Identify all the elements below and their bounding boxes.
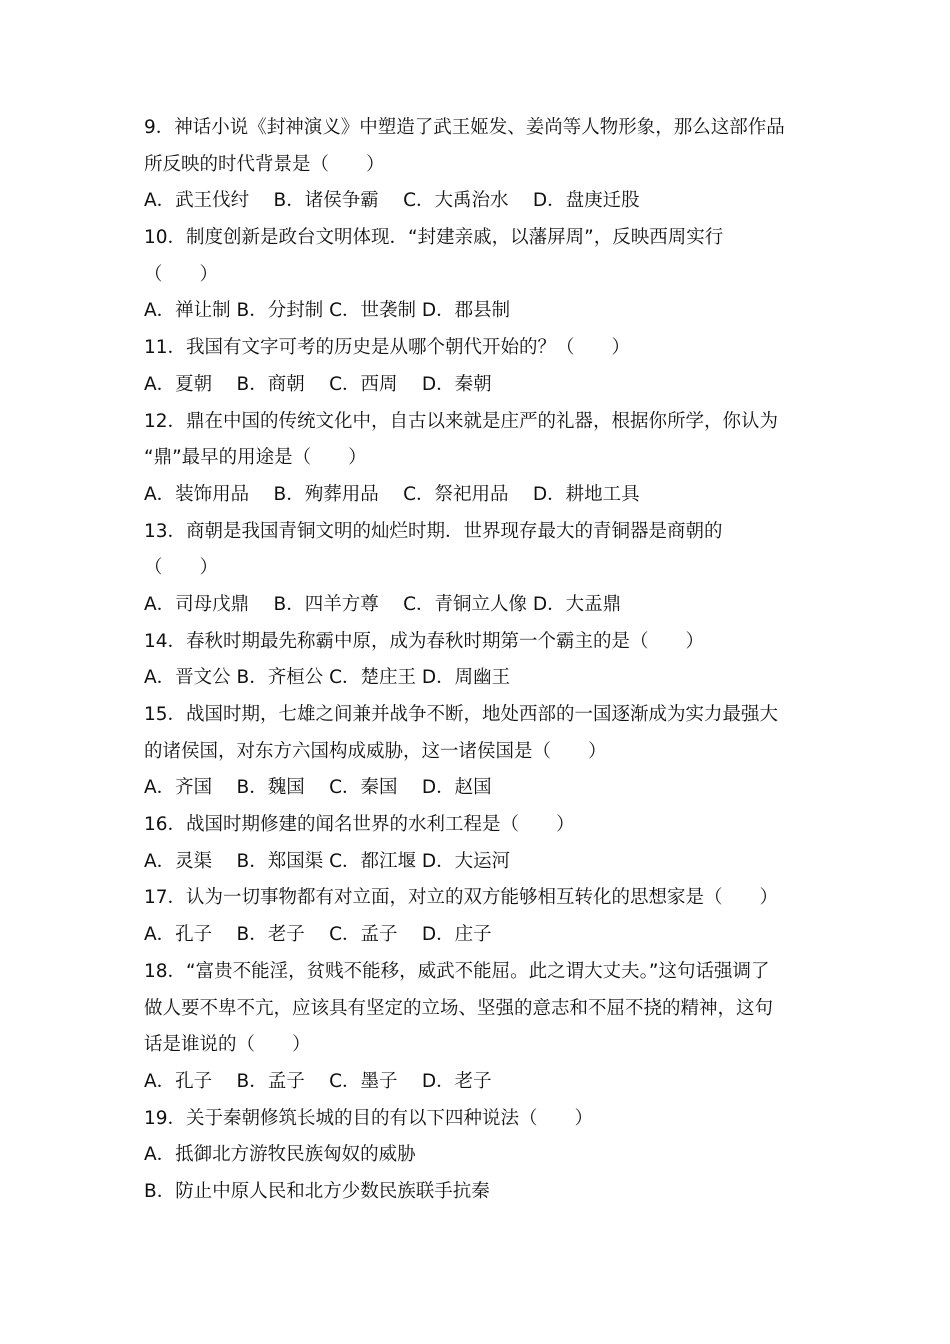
question-10-text-line-1: 10．制度创新是政台文明体现．“封建亲戚，以藩屏周”，反映西周实行 [144, 227, 724, 249]
question-15-options: A．齐国 B．魏国 C．秦国 D．赵国 [144, 777, 492, 799]
question-12-text-line-1: 12．鼎在中国的传统文化中，自古以来就是庄严的礼器，根据你所学，你认为 [144, 410, 779, 432]
question-16-text: 16．战国时期修建的闻名世界的水利工程是（ ） [144, 814, 575, 836]
question-9-text-line-2: 所反映的时代背景是（ ） [144, 153, 385, 175]
question-18-options: A．孔子 B．孟子 C．墨子 D．老子 [144, 1070, 492, 1092]
question-12-text-line-2: “鼎”最早的用途是（ ） [144, 447, 367, 469]
question-18-text-line-3: 话是谁说的（ ） [144, 1034, 311, 1056]
question-9-options: A．武王伐纣 B．诸侯争霸 C．大禹治水 D．盘庚迁股 [144, 190, 640, 212]
question-9-text-line-1: 9．神话小说《封神演义》中塑造了武王姬发、姜尚等人物形象，那么这部作品 [144, 117, 785, 138]
question-10-text-line-2: （ ） [144, 263, 219, 285]
question-14-options: A．晋文公 B．齐桓公 C．楚庄王 D．周幽王 [144, 667, 511, 689]
document-page [144, 110, 824, 1211]
question-13-text-line-2: （ ） [144, 557, 219, 579]
question-17-text: 17．认为一切事物都有对立面，对立的双方能够相互转化的思想家是（ ） [144, 887, 779, 909]
question-12-options: A．装饰用品 B．殉葬用品 C．祭祀用品 D．耕地工具 [144, 483, 640, 505]
question-10-options: A．禅让制 B．分封制 C．世袭制 D．郡县制 [144, 300, 511, 322]
question-19-text: 19．关于秦朝修筑长城的目的有以下四种说法（ ） [144, 1107, 594, 1129]
question-11-options: A．夏朝 B．商朝 C．西周 D．秦朝 [144, 373, 492, 395]
question-18-text-line-1: 18．“富贵不能淫，贫贱不能移，威武不能屈。此之谓大丈夫。”这句话强调了 [144, 960, 770, 982]
question-13-text-line-1: 13．商朝是我国青铜文明的灿烂时期．世界现存最大的青铜器是商朝的 [144, 520, 723, 542]
question-13-options: A．司母戊鼎 B．四羊方尊 C．青铜立人像 D．大盂鼎 [144, 593, 622, 615]
question-11-text: 11．我国有文字可考的历史是从哪个朝代开始的？（ ） [144, 337, 631, 359]
question-15-text-line-1: 15．战国时期，七雄之间兼并战争不断，地处西部的一国逐渐成为实力最强大 [144, 704, 779, 725]
question-18-text-line-2: 做人要不卑不亢，应该具有坚定的立场、坚强的意志和不屈不挠的精神，这句 [144, 997, 774, 1019]
question-14-text: 14．春秋时期最先称霸中原，成为春秋时期第一个霸主的是（ ） [144, 630, 705, 652]
question-19-option-b: B．防止中原人民和北方少数民族联手抗秦 [144, 1180, 490, 1202]
question-15-text-line-2: 的诸侯国，对东方六国构成威胁，这一诸侯国是（ ） [144, 740, 607, 762]
question-16-options: A．灵渠 B．郑国渠 C．都江堰 D．大运河 [144, 850, 511, 872]
question-17-options: A．孔子 B．老子 C．孟子 D．庄子 [144, 924, 492, 946]
question-19-option-a: A．抵御北方游牧民族匈奴的威胁 [144, 1144, 416, 1166]
